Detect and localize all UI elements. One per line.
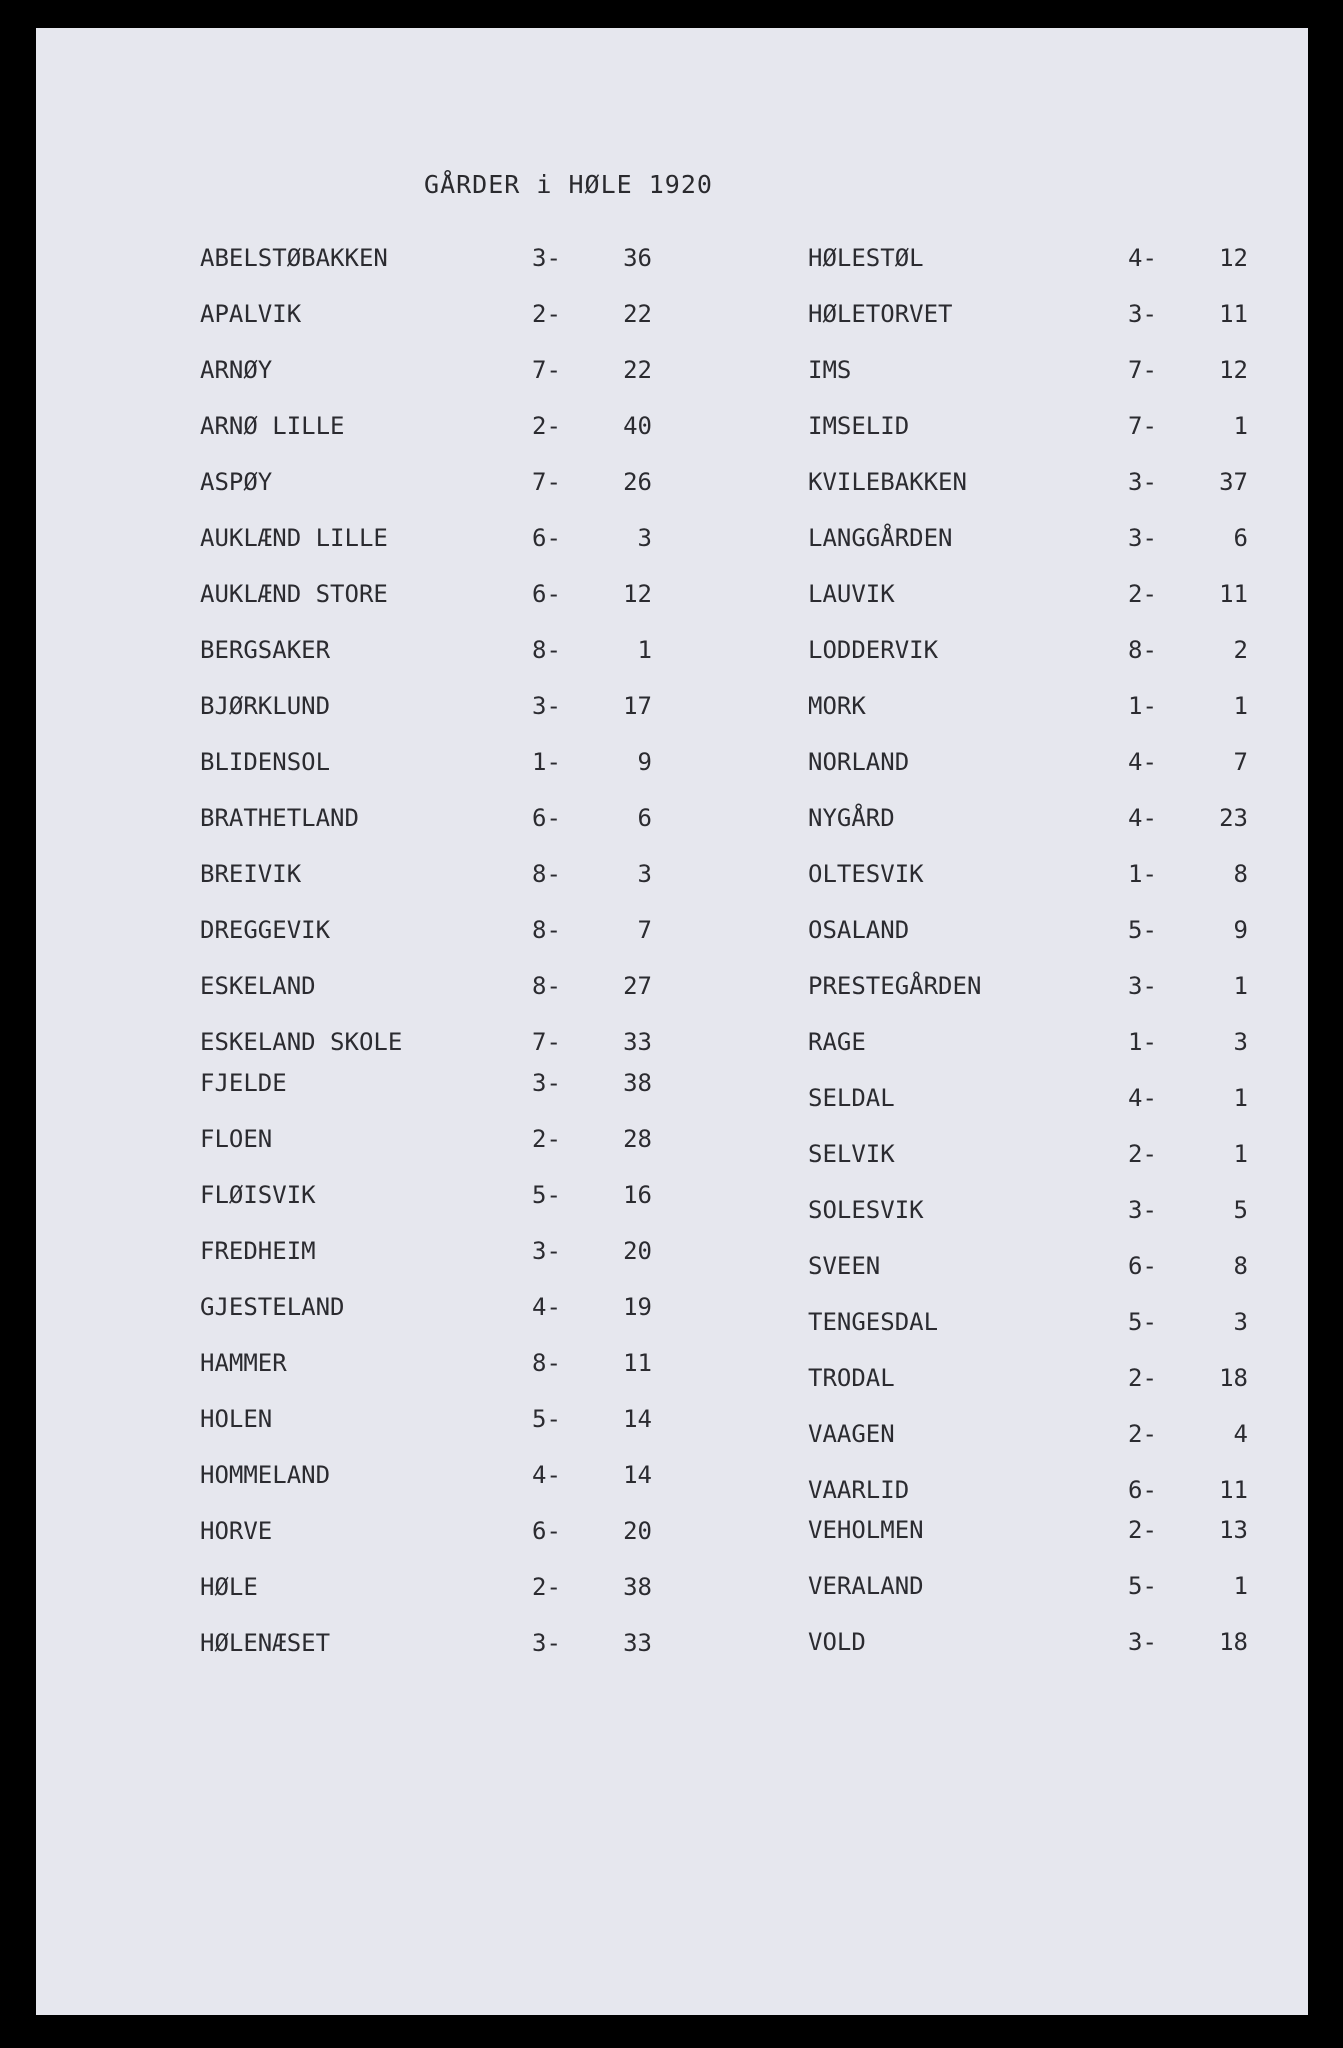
farm-number-major: 8- bbox=[1128, 636, 1157, 664]
farm-number-major: 6- bbox=[532, 804, 561, 832]
farm-number-major: 4- bbox=[1128, 804, 1157, 832]
farm-number-major: 5- bbox=[532, 1405, 561, 1433]
farm-name: LODDERVIK bbox=[808, 636, 939, 664]
farm-name: KVILEBAKKEN bbox=[808, 468, 967, 496]
farm-number-major: 2- bbox=[532, 300, 561, 328]
farm-number-major: 4- bbox=[1128, 244, 1157, 272]
farm-name: APALVIK bbox=[200, 300, 302, 328]
farm-number-major: 7- bbox=[532, 468, 561, 496]
farm-name: ESKELAND SKOLE bbox=[200, 1028, 403, 1056]
farm-number-major: 2- bbox=[532, 1125, 561, 1153]
farm-number-minor: 18 bbox=[1219, 1628, 1248, 1656]
farm-number-minor: 22 bbox=[623, 356, 652, 384]
farm-number-minor: 19 bbox=[623, 1293, 652, 1321]
farm-number-minor: 6 bbox=[1233, 524, 1248, 552]
farm-name: SELVIK bbox=[808, 1140, 895, 1168]
farm-name: BREIVIK bbox=[200, 860, 302, 888]
farm-number-major: 5- bbox=[1128, 1572, 1157, 1600]
farm-number-major: 6- bbox=[1128, 1252, 1157, 1280]
farm-name: BLIDENSOL bbox=[200, 748, 331, 776]
farm-name: FLOEN bbox=[200, 1125, 273, 1153]
farm-number-minor: 12 bbox=[1219, 244, 1248, 272]
farm-number-major: 6- bbox=[532, 1517, 561, 1545]
farm-number-major: 4- bbox=[1128, 1084, 1157, 1112]
farm-number-major: 7- bbox=[1128, 412, 1157, 440]
farm-number-minor: 9 bbox=[1233, 916, 1248, 944]
farm-name: VEHOLMEN bbox=[808, 1516, 924, 1544]
farm-number-minor: 27 bbox=[623, 972, 652, 1000]
farm-name: HOMMELAND bbox=[200, 1461, 331, 1489]
farm-number-major: 2- bbox=[1128, 1140, 1157, 1168]
farm-number-minor: 11 bbox=[623, 1349, 652, 1377]
farm-name: FREDHEIM bbox=[200, 1237, 316, 1265]
farm-number-major: 7- bbox=[532, 356, 561, 384]
farm-name: ARNØ LILLE bbox=[200, 412, 345, 440]
farm-name: ARNØY bbox=[200, 356, 273, 384]
farm-number-major: 4- bbox=[532, 1293, 561, 1321]
farm-number-major: 2- bbox=[1128, 1420, 1157, 1448]
farm-number-minor: 2 bbox=[1233, 636, 1248, 664]
farm-number-major: 7- bbox=[532, 1028, 561, 1056]
farm-number-minor: 18 bbox=[1219, 1364, 1248, 1392]
farm-number-minor: 33 bbox=[623, 1028, 652, 1056]
farm-number-minor: 8 bbox=[1233, 860, 1248, 888]
farm-number-major: 2- bbox=[1128, 580, 1157, 608]
farm-number-major: 2- bbox=[532, 1573, 561, 1601]
farm-number-minor: 14 bbox=[623, 1405, 652, 1433]
farm-number-major: 8- bbox=[532, 636, 561, 664]
farm-name: VAAGEN bbox=[808, 1420, 895, 1448]
farm-number-minor: 7 bbox=[1233, 748, 1248, 776]
farm-name: AUKLÆND LILLE bbox=[200, 524, 388, 552]
farm-number-major: 1- bbox=[1128, 860, 1157, 888]
farm-number-minor: 1 bbox=[1233, 1140, 1248, 1168]
farm-number-major: 1- bbox=[532, 748, 561, 776]
farm-number-minor: 8 bbox=[1233, 1252, 1248, 1280]
farm-name: ABELSTØBAKKEN bbox=[200, 244, 388, 272]
farm-name: FLØISVIK bbox=[200, 1181, 316, 1209]
farm-number-major: 3- bbox=[532, 1237, 561, 1265]
farm-number-major: 8- bbox=[532, 972, 561, 1000]
farm-number-major: 6- bbox=[1128, 1476, 1157, 1504]
farm-number-minor: 40 bbox=[623, 412, 652, 440]
farm-number-minor: 3 bbox=[1233, 1308, 1248, 1336]
farm-number-minor: 1 bbox=[1233, 412, 1248, 440]
farm-name: LAUVIK bbox=[808, 580, 895, 608]
farm-number-minor: 11 bbox=[1219, 300, 1248, 328]
farm-name: BERGSAKER bbox=[200, 636, 331, 664]
farm-number-minor: 26 bbox=[623, 468, 652, 496]
farm-name: HØLENÆSET bbox=[200, 1629, 331, 1657]
farm-number-minor: 33 bbox=[623, 1629, 652, 1657]
farm-name: OSALAND bbox=[808, 916, 910, 944]
farm-number-minor: 3 bbox=[637, 860, 652, 888]
farm-name: IMSELID bbox=[808, 412, 910, 440]
farm-number-minor: 9 bbox=[637, 748, 652, 776]
farm-number-major: 2- bbox=[1128, 1516, 1157, 1544]
farm-number-minor: 3 bbox=[637, 524, 652, 552]
farm-name: SOLESVIK bbox=[808, 1196, 924, 1224]
farm-number-minor: 11 bbox=[1219, 1476, 1248, 1504]
farm-name: RAGE bbox=[808, 1028, 866, 1056]
farm-number-major: 3- bbox=[532, 1629, 561, 1657]
farm-name: OLTESVIK bbox=[808, 860, 924, 888]
farm-number-major: 6- bbox=[532, 524, 561, 552]
farm-name: GJESTELAND bbox=[200, 1293, 345, 1321]
farm-number-minor: 4 bbox=[1233, 1420, 1248, 1448]
farm-number-major: 3- bbox=[1128, 1196, 1157, 1224]
farm-number-minor: 17 bbox=[623, 692, 652, 720]
farm-name: NYGÅRD bbox=[808, 804, 895, 832]
farm-number-minor: 6 bbox=[637, 804, 652, 832]
farm-number-major: 1- bbox=[1128, 1028, 1157, 1056]
farm-number-major: 3- bbox=[1128, 1628, 1157, 1656]
farm-number-major: 3- bbox=[1128, 300, 1157, 328]
farm-number-major: 6- bbox=[532, 580, 561, 608]
farm-name: IMS bbox=[808, 356, 852, 384]
farm-name: VAARLID bbox=[808, 1476, 910, 1504]
farm-name: HØLE bbox=[200, 1573, 258, 1601]
farm-number-minor: 12 bbox=[623, 580, 652, 608]
farm-number-minor: 36 bbox=[623, 244, 652, 272]
farm-number-major: 8- bbox=[532, 1349, 561, 1377]
farm-name: HØLESTØL bbox=[808, 244, 924, 272]
farm-number-major: 1- bbox=[1128, 692, 1157, 720]
farm-name: SELDAL bbox=[808, 1084, 895, 1112]
farm-number-minor: 1 bbox=[1233, 692, 1248, 720]
farm-number-minor: 3 bbox=[1233, 1028, 1248, 1056]
farm-number-major: 4- bbox=[1128, 748, 1157, 776]
farm-number-minor: 28 bbox=[623, 1125, 652, 1153]
farm-number-minor: 1 bbox=[1233, 1572, 1248, 1600]
farm-number-minor: 11 bbox=[1219, 580, 1248, 608]
farm-name: HOLEN bbox=[200, 1405, 273, 1433]
farm-name: PRESTEGÅRDEN bbox=[808, 972, 982, 1000]
farm-number-minor: 20 bbox=[623, 1237, 652, 1265]
farm-name: TENGESDAL bbox=[808, 1308, 939, 1336]
farm-number-major: 5- bbox=[1128, 916, 1157, 944]
farm-number-minor: 16 bbox=[623, 1181, 652, 1209]
farm-number-major: 3- bbox=[532, 692, 561, 720]
farm-number-minor: 13 bbox=[1219, 1516, 1248, 1544]
farm-number-minor: 20 bbox=[623, 1517, 652, 1545]
farm-number-major: 2- bbox=[532, 412, 561, 440]
farm-number-minor: 14 bbox=[623, 1461, 652, 1489]
farm-name: HORVE bbox=[200, 1517, 273, 1545]
farm-number-major: 5- bbox=[532, 1181, 561, 1209]
farm-name: HAMMER bbox=[200, 1349, 287, 1377]
farm-name: FJELDE bbox=[200, 1069, 287, 1097]
document-page bbox=[36, 28, 1308, 2015]
farm-number-major: 8- bbox=[532, 860, 561, 888]
farm-number-minor: 37 bbox=[1219, 468, 1248, 496]
farm-number-minor: 38 bbox=[623, 1069, 652, 1097]
farm-number-minor: 5 bbox=[1233, 1196, 1248, 1224]
farm-name: NORLAND bbox=[808, 748, 910, 776]
farm-number-major: 3- bbox=[1128, 468, 1157, 496]
farm-number-major: 3- bbox=[1128, 972, 1157, 1000]
farm-number-minor: 1 bbox=[637, 636, 652, 664]
farm-number-minor: 22 bbox=[623, 300, 652, 328]
farm-number-minor: 38 bbox=[623, 1573, 652, 1601]
farm-name: SVEEN bbox=[808, 1252, 881, 1280]
farm-name: ESKELAND bbox=[200, 972, 316, 1000]
farm-number-major: 2- bbox=[1128, 1364, 1157, 1392]
farm-number-major: 3- bbox=[1128, 524, 1157, 552]
farm-name: LANGGÅRDEN bbox=[808, 524, 953, 552]
farm-number-minor: 7 bbox=[637, 916, 652, 944]
farm-name: VERALAND bbox=[808, 1572, 924, 1600]
farm-name: HØLETORVET bbox=[808, 300, 953, 328]
farm-name: VOLD bbox=[808, 1628, 866, 1656]
farm-number-major: 5- bbox=[1128, 1308, 1157, 1336]
farm-name: MORK bbox=[808, 692, 866, 720]
farm-number-minor: 1 bbox=[1233, 972, 1248, 1000]
farm-name: TRODAL bbox=[808, 1364, 895, 1392]
farm-name: DREGGEVIK bbox=[200, 916, 331, 944]
farm-number-major: 7- bbox=[1128, 356, 1157, 384]
document-title: GÅRDER i HØLE 1920 bbox=[424, 170, 713, 199]
farm-number-minor: 1 bbox=[1233, 1084, 1248, 1112]
farm-name: BJØRKLUND bbox=[200, 692, 331, 720]
farm-name: AUKLÆND STORE bbox=[200, 580, 388, 608]
farm-number-minor: 23 bbox=[1219, 804, 1248, 832]
farm-name: ASPØY bbox=[200, 468, 273, 496]
farm-number-major: 3- bbox=[532, 244, 561, 272]
farm-number-major: 3- bbox=[532, 1069, 561, 1097]
farm-number-major: 4- bbox=[532, 1461, 561, 1489]
farm-name: BRATHETLAND bbox=[200, 804, 359, 832]
farm-number-minor: 12 bbox=[1219, 356, 1248, 384]
farm-number-major: 8- bbox=[532, 916, 561, 944]
